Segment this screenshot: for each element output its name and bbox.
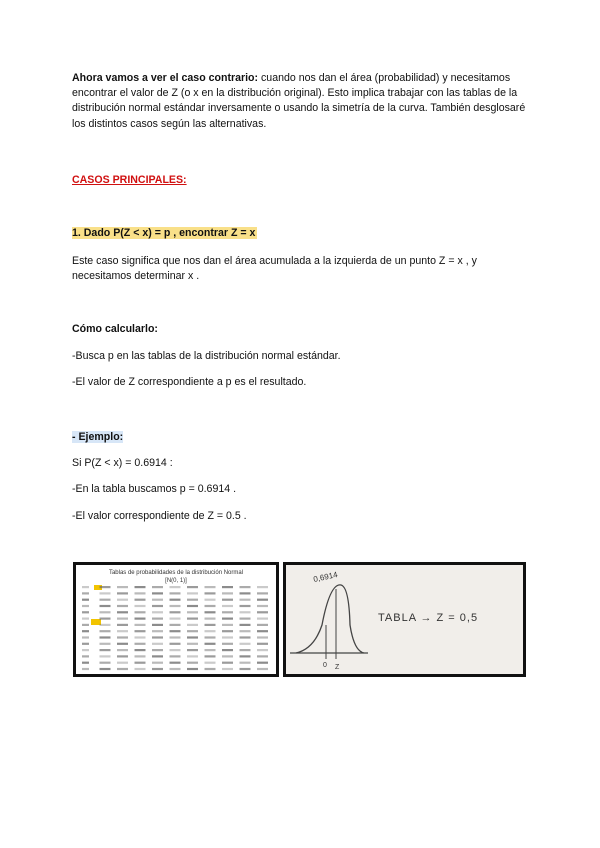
- table-cell: [257, 649, 268, 651]
- table-cell: [82, 599, 89, 601]
- table-cell: [187, 599, 198, 601]
- table-cell: [117, 643, 128, 645]
- table-cell: [135, 611, 146, 613]
- intro-lead: Ahora vamos a ver el caso contrario:: [72, 72, 259, 84]
- table-cell: [135, 649, 146, 651]
- table-cell: [100, 643, 111, 645]
- table-cell: [135, 624, 146, 626]
- table-cell: [205, 624, 216, 626]
- table-cell: [117, 624, 128, 626]
- table-cell: [257, 592, 268, 594]
- table-cell: [135, 662, 146, 664]
- table-cell: [135, 643, 146, 645]
- table-cell: [82, 624, 89, 626]
- table-title: Tablas de probabilidades de la distribución Normal: [108, 570, 244, 576]
- table-cell: [100, 586, 111, 588]
- table-cell: [240, 586, 251, 588]
- table-cell: [152, 592, 163, 594]
- table-cell: [135, 586, 146, 588]
- table-cell: [205, 599, 216, 601]
- curve-sketch-graphic: [286, 565, 523, 674]
- table-cell: [152, 605, 163, 607]
- table-cell: [117, 655, 128, 657]
- table-cell: [222, 599, 233, 601]
- table-cell: [257, 643, 268, 645]
- case1-title-text: 1. Dado P(Z < x) = p , encontrar Z = x: [72, 227, 256, 239]
- table-cell: [257, 630, 268, 632]
- table-cell: [152, 624, 163, 626]
- intro-paragraph: [72, 71, 532, 132]
- table-cell: [205, 586, 216, 588]
- table-cell: [117, 599, 128, 601]
- table-cell: [205, 636, 216, 638]
- table-cell: [257, 655, 268, 657]
- table-cell: [117, 636, 128, 638]
- table-cell: [222, 668, 233, 670]
- table-cell: [205, 592, 216, 594]
- table-cell: [100, 655, 111, 657]
- table-cell: [152, 586, 163, 588]
- table-cell: [82, 662, 89, 664]
- table-cell: [152, 662, 163, 664]
- table-cell: [240, 668, 251, 670]
- table-cell: [135, 668, 146, 670]
- table-cell: [100, 618, 111, 620]
- table-cell: [222, 649, 233, 651]
- normal-table-graphic: [76, 565, 276, 674]
- table-cell: [135, 599, 146, 601]
- example-line-1: Si P(Z < x) = 0.6914 :: [72, 457, 173, 469]
- table-cell: [152, 636, 163, 638]
- table-cell: [205, 655, 216, 657]
- table-cell: [205, 611, 216, 613]
- table-cell: [82, 636, 89, 638]
- table-cell: [100, 592, 111, 594]
- table-cell: [100, 630, 111, 632]
- example-line-2: -En la tabla buscamos p = 0.6914 .: [72, 483, 237, 495]
- table-cell: [117, 586, 128, 588]
- table-cell: [205, 662, 216, 664]
- table-cell: [187, 662, 198, 664]
- section-title: [72, 173, 532, 188]
- table-cell: [170, 643, 181, 645]
- table-cell: [187, 636, 198, 638]
- table-cell: [152, 599, 163, 601]
- table-cell: [100, 662, 111, 664]
- table-cell: [170, 649, 181, 651]
- table-cell: [170, 599, 181, 601]
- table-cell: [170, 618, 181, 620]
- table-cell: [170, 636, 181, 638]
- table-cell: [135, 636, 146, 638]
- table-cell: [205, 668, 216, 670]
- table-cell: [82, 630, 89, 632]
- table-cell: [170, 655, 181, 657]
- table-cell: [257, 624, 268, 626]
- table-cell: [240, 636, 251, 638]
- table-cell: [222, 586, 233, 588]
- table-cell: [82, 643, 89, 645]
- howto-step-1: -Busca p en las tablas de la distribución normal estándar.: [72, 350, 341, 362]
- table-cell: [205, 643, 216, 645]
- table-cell: [135, 592, 146, 594]
- example-line-3: -El valor correspondiente de Z = 0.5 .: [72, 510, 247, 522]
- table-cell: [257, 599, 268, 601]
- table-cell: [222, 624, 233, 626]
- table-cell: [222, 630, 233, 632]
- table-cell: [170, 611, 181, 613]
- normal-table-image: [73, 562, 279, 677]
- table-subtitle: [N(0, 1)]: [165, 578, 187, 584]
- table-cell: [117, 668, 128, 670]
- table-cell: [240, 630, 251, 632]
- table-cell: [170, 586, 181, 588]
- table-cell: [152, 655, 163, 657]
- table-cell: [117, 630, 128, 632]
- table-cell: [117, 662, 128, 664]
- table-cell: [240, 649, 251, 651]
- table-cell: [135, 618, 146, 620]
- table-cell: [187, 605, 198, 607]
- table-cell: [82, 611, 89, 613]
- table-cell: [152, 611, 163, 613]
- table-cell: [257, 605, 268, 607]
- section-title-text: CASOS PRINCIPALES:: [72, 174, 187, 186]
- table-cell: [170, 662, 181, 664]
- table-cell: [152, 630, 163, 632]
- table-cell: [257, 662, 268, 664]
- table-cell: [187, 655, 198, 657]
- table-cell: [222, 643, 233, 645]
- table-cell: [205, 618, 216, 620]
- table-cell: [100, 636, 111, 638]
- table-cell: [135, 605, 146, 607]
- table-cell: [240, 605, 251, 607]
- table-cell: [187, 630, 198, 632]
- table-cell: [152, 649, 163, 651]
- table-cell: [240, 643, 251, 645]
- table-cell: [222, 662, 233, 664]
- table-cell: [82, 668, 89, 670]
- case1-description: Este caso significa que nos dan el área acumulada a la izquierda de un punto Z = x , y necesitamos determinar x .: [72, 255, 477, 283]
- table-cell: [240, 655, 251, 657]
- table-cell: [152, 643, 163, 645]
- table-cell: [187, 592, 198, 594]
- table-cell: [117, 618, 128, 620]
- case1-title: [72, 226, 532, 241]
- table-cell: [117, 605, 128, 607]
- table-cell: [257, 668, 268, 670]
- table-rows: [82, 586, 268, 670]
- mark-zero: 0: [323, 662, 327, 669]
- table-cell: [187, 611, 198, 613]
- table-cell: [170, 630, 181, 632]
- table-cell: [257, 611, 268, 613]
- table-cell: [135, 630, 146, 632]
- table-cell: [117, 611, 128, 613]
- example-figures: [73, 562, 526, 677]
- mark-z: Z: [335, 664, 340, 671]
- table-cell: [152, 668, 163, 670]
- table-cell: [257, 618, 268, 620]
- table-cell: [257, 636, 268, 638]
- table-cell: [222, 605, 233, 607]
- table-cell: [152, 618, 163, 620]
- howto-step-2: -El valor de Z correspondiente a p es el resultado.: [72, 376, 307, 388]
- table-cell: [222, 592, 233, 594]
- table-cell: [187, 649, 198, 651]
- table-cell: [117, 649, 128, 651]
- table-cell: [205, 605, 216, 607]
- table-cell: [187, 624, 198, 626]
- table-cell: [240, 611, 251, 613]
- table-cell: [205, 630, 216, 632]
- table-cell: [82, 592, 89, 594]
- example-title: [72, 430, 532, 445]
- table-cell: [205, 649, 216, 651]
- table-cell: [257, 586, 268, 588]
- area-label: 0,6914: [312, 570, 339, 584]
- table-cell: [100, 649, 111, 651]
- normal-curve-sketch: [283, 562, 526, 677]
- table-cell: [135, 655, 146, 657]
- table-cell: [100, 624, 111, 626]
- table-cell: [222, 655, 233, 657]
- table-cell: [100, 668, 111, 670]
- table-cell: [82, 618, 89, 620]
- table-cell: [100, 605, 111, 607]
- table-cell: [82, 605, 89, 607]
- arrow-text: TABLA → Z = 0,5: [378, 612, 479, 624]
- table-cell: [82, 586, 89, 588]
- table-cell: [240, 618, 251, 620]
- bell-curve: [296, 585, 364, 653]
- table-cell: [240, 624, 251, 626]
- table-cell: [170, 624, 181, 626]
- table-cell: [187, 618, 198, 620]
- table-cell: [82, 649, 89, 651]
- table-cell: [222, 636, 233, 638]
- table-cell: [240, 662, 251, 664]
- table-cell: [187, 643, 198, 645]
- intro-text: cuando nos dan el área (probabilidad) y necesitamos encontrar el valor de Z (o x en la distribución original). Esto implica trabajar con las tablas de la distribución normal estándar inversamente o usando la simetría de la curva. También desglosaré los distintos casos según las alternativas.: [72, 72, 526, 130]
- table-cell: [240, 599, 251, 601]
- table-cell: [170, 668, 181, 670]
- table-cell: [187, 668, 198, 670]
- table-cell: [187, 586, 198, 588]
- table-cell: [100, 599, 111, 601]
- table-cell: [222, 611, 233, 613]
- table-cell: [100, 611, 111, 613]
- example-title-text: - Ejemplo:: [72, 431, 124, 443]
- table-cell: [222, 618, 233, 620]
- table-cell: [82, 655, 89, 657]
- table-cell: [170, 592, 181, 594]
- table-cell: [117, 592, 128, 594]
- howto-title: Cómo calcularlo:: [72, 323, 158, 335]
- table-cell: [170, 605, 181, 607]
- table-cell: [240, 592, 251, 594]
